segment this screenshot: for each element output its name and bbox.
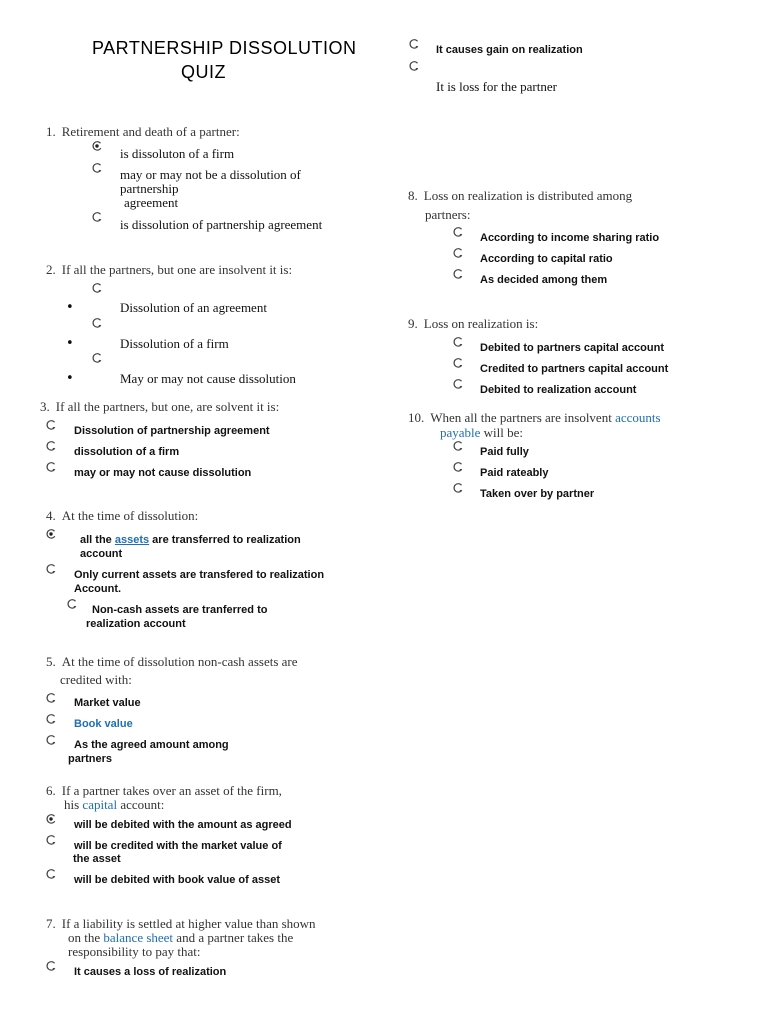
q4-option-2-label: Only current assets are transfered to realization (74, 569, 325, 581)
question-text: and a partner takes the (173, 930, 294, 945)
q5-option-3-label-cont: partners (68, 753, 113, 765)
radio-unselected-icon[interactable] (45, 440, 57, 452)
q8-option-3-label: As decided among them (480, 274, 608, 286)
question-text: Loss on realization is distributed among (423, 188, 633, 203)
radio-unselected-icon[interactable] (45, 461, 57, 473)
question-7-cont2: responsibility to pay that: (68, 944, 201, 959)
question-9 (408, 316, 538, 332)
radio-selected-icon[interactable] (91, 140, 103, 152)
question-1 (46, 124, 240, 140)
option-text: all the (80, 534, 115, 546)
payable-link[interactable]: payable (440, 425, 481, 440)
radio-unselected-icon[interactable] (91, 211, 103, 223)
question-number: 9. (408, 316, 418, 331)
q3-option-1-label: Dissolution of partnership agreement (74, 425, 270, 437)
q1-option-2-label-cont: partnership (120, 181, 179, 196)
q6-option-3-label: will be debited with book value of asset (74, 874, 280, 886)
question-number: 2. (46, 262, 56, 277)
assets-link[interactable]: assets (114, 534, 150, 546)
question-6-cont (64, 797, 164, 813)
quiz-title-line2: QUIZ (181, 62, 226, 82)
question-4 (46, 508, 198, 524)
question-10-cont (440, 425, 523, 441)
question-text: If all the partners, but one, are solvent it is: (55, 399, 280, 414)
radio-unselected-icon[interactable] (45, 713, 57, 725)
question-text: will be: (480, 425, 524, 440)
q8-option-1-label: According to income sharing ratio (480, 232, 660, 244)
q4-option-1-label-cont: account (80, 548, 123, 560)
question-8-cont: partners: (425, 207, 471, 222)
q9-option-3-label: Debited to realization account (480, 384, 637, 396)
q7-option-1-label: It causes a loss of realization (74, 966, 227, 978)
radio-unselected-icon[interactable] (452, 336, 464, 348)
radio-unselected-icon[interactable] (408, 60, 420, 72)
question-number: 10. (408, 410, 425, 425)
radio-unselected-icon[interactable] (45, 960, 57, 972)
q1-option-1-label: is dissoluton of a firm (120, 146, 235, 161)
radio-unselected-icon[interactable] (91, 352, 103, 364)
question-text: account: (117, 797, 165, 812)
q9-option-1-label: Debited to partners capital account (480, 342, 664, 354)
radio-unselected-icon[interactable] (91, 317, 103, 329)
q4-option-3-label: Non-cash assets are tranferred to (92, 604, 268, 616)
radio-unselected-icon[interactable] (45, 419, 57, 431)
question-number: 4. (46, 508, 56, 523)
q4-option-2-label-cont: Account. (74, 583, 122, 595)
q6-option-2-label: will be credited with the market value of (74, 840, 282, 852)
option-text: are transferred to realization (149, 534, 301, 546)
question-text: At the time of dissolution: (61, 508, 199, 523)
quiz-title-line1: PARTNERSHIP DISSOLUTION (92, 38, 357, 58)
q7-option-3-label: It is loss for the partner (436, 79, 557, 94)
q2-option-1-label: Dissolution of an agreement (120, 300, 267, 315)
radio-unselected-icon[interactable] (452, 378, 464, 390)
question-text: If all the partners, but one are insolvent it is: (61, 262, 293, 277)
radio-unselected-icon[interactable] (452, 226, 464, 238)
q6-option-1-label: will be debited with the amount as agreed (74, 819, 292, 831)
radio-unselected-icon[interactable] (408, 38, 420, 50)
question-number: 8. (408, 188, 418, 203)
q5-option-2-label[interactable]: Book value (74, 718, 133, 730)
q9-option-2-label: Credited to partners capital account (480, 363, 669, 375)
q8-option-2-label: According to capital ratio (480, 253, 613, 265)
radio-unselected-icon[interactable] (45, 734, 57, 746)
radio-unselected-icon[interactable] (452, 482, 464, 494)
radio-unselected-icon[interactable] (452, 268, 464, 280)
radio-unselected-icon[interactable] (45, 868, 57, 880)
q5-option-3-label: As the agreed amount among (74, 739, 229, 751)
radio-unselected-icon[interactable] (452, 461, 464, 473)
question-number: 3. (40, 399, 50, 414)
q10-option-2-label: Paid rateably (480, 467, 549, 479)
q3-option-2-label: dissolution of a firm (74, 446, 180, 458)
question-number: 5. (46, 654, 56, 669)
bullet-icon: • (66, 371, 74, 386)
question-text: When all the partners are insolvent (430, 410, 616, 425)
q1-option-2-label: may or may not be a dissolution of (120, 167, 301, 182)
balance-sheet-link[interactable]: balance sheet (103, 930, 174, 945)
q2-option-2-label: Dissolution of a firm (120, 336, 229, 351)
question-text: his (64, 797, 83, 812)
radio-unselected-icon[interactable] (45, 692, 57, 704)
q1-option-2-label-cont2: agreement (124, 195, 179, 210)
q10-option-1-label: Paid fully (480, 446, 529, 458)
q6-option-2-label-cont: the asset (73, 853, 121, 865)
radio-selected-icon[interactable] (45, 813, 57, 825)
accounts-link[interactable]: accounts (615, 410, 661, 425)
question-text: on the (68, 930, 104, 945)
radio-unselected-icon[interactable] (452, 440, 464, 452)
question-text: Loss on realization is: (423, 316, 539, 331)
q4-option-3-label-cont: realization account (86, 618, 186, 630)
bullet-icon: • (66, 300, 74, 315)
bullet-icon: • (66, 336, 74, 351)
question-number: 6. (46, 783, 56, 798)
radio-unselected-icon[interactable] (45, 563, 57, 575)
radio-selected-icon[interactable] (45, 528, 57, 540)
q5-option-1-label: Market value (74, 697, 141, 709)
question-3 (40, 399, 279, 415)
q1-option-3-label: is dissolution of partnership agreement (120, 217, 323, 232)
question-text: If a liability is settled at higher value than shown (61, 916, 316, 931)
radio-unselected-icon[interactable] (66, 598, 78, 610)
radio-unselected-icon[interactable] (91, 162, 103, 174)
question-10 (408, 410, 661, 426)
q2-option-3-label: May or may not cause dissolution (120, 371, 296, 386)
capital-link[interactable]: capital (82, 797, 118, 812)
question-2 (46, 262, 292, 278)
question-text: If a partner takes over an asset of the firm, (61, 783, 282, 798)
q7-option-2-label: It causes gain on realization (436, 44, 583, 56)
radio-unselected-icon[interactable] (452, 247, 464, 259)
question-number: 1. (46, 124, 56, 139)
question-5 (46, 654, 298, 670)
radio-unselected-icon[interactable] (452, 357, 464, 369)
q3-option-3-label: may or may not cause dissolution (74, 467, 252, 479)
radio-unselected-icon[interactable] (91, 282, 103, 294)
question-text: Retirement and death of a partner: (61, 124, 240, 139)
question-8 (408, 188, 632, 204)
q10-option-3-label: Taken over by partner (480, 488, 595, 500)
question-text: At the time of dissolution non-cash assets are (61, 654, 298, 669)
q4-option-1-label (80, 534, 301, 546)
question-5-cont: credited with: (60, 672, 132, 687)
radio-unselected-icon[interactable] (45, 834, 57, 846)
question-number: 7. (46, 916, 56, 931)
